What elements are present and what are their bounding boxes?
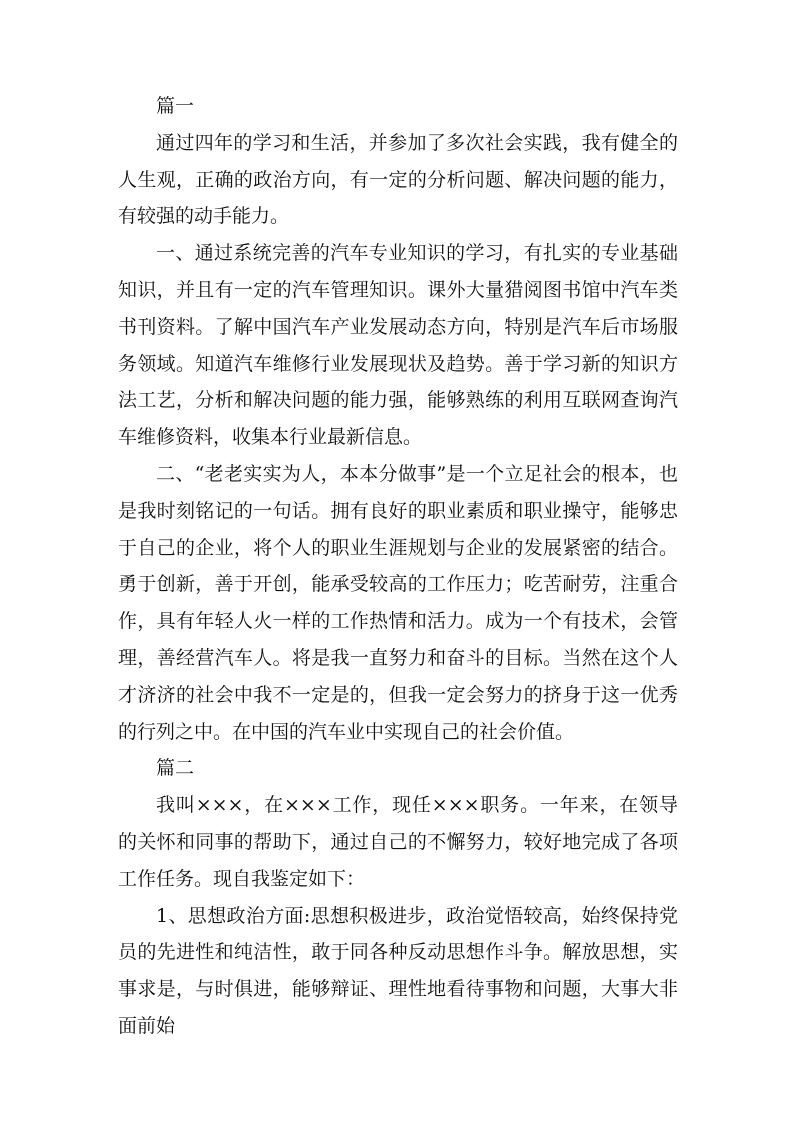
paragraph-1-2: 一、通过系统完善的汽车专业知识的学习，有扎实的专业基础知识，并且有一定的汽车管理知识。课外大量猎阅图书馆中汽车类书刊资料。了解中国汽车产业发展动态方向，特别是汽车后市场服务领域。知道汽车维修行业发展现状及趋势。善于学习新的知识方法工艺，分析和解决问题的能力强，能够熟练的利用互联网查询汽车维修资料，收集本行业最新信息。: [118, 242, 678, 449]
paragraph-1-1: 通过四年的学习和生活，并参加了多次社会实践，我有健全的人生观，正确的政治方向，有一定的分析问题、解决问题的能力，有较强的动手能力。: [118, 131, 678, 228]
section-heading-2: 篇二: [156, 757, 195, 780]
paragraph-2-2: 1、思想政治方面:思想积极进步，政治觉悟较高，始终保持党员的先进性和纯洁性，敢于同各种反动思想作斗争。解放思想，实事求是，与时俱进，能够辩证、理性地看待事物和问题，大事大非面前始: [118, 904, 678, 1037]
document-page: [118, 88, 678, 1045]
section-heading-1: 篇一: [156, 95, 195, 117]
paragraph-2-1: 我叫×××，在×××工作，现任×××职务。一年来，在领导的关怀和同事的帮助下，通过自己的不懈努力，较好地完成了各项工作任务。现自我鉴定如下：: [118, 794, 678, 890]
paragraph-1-3: 二、“老老实实为人，本本分做事”是一个立足社会的根本，也是我时刻铭记的一句话。拥有良好的职业素质和职业操守，能够忠于自己的企业，将个人的职业生涯规划与企业的发展紧密的结合。勇于创新，善于开创，能承受较高的工作压力；吃苦耐劳，注重合作，具有年轻人火一样的工作热情和活力。成为一个有技术，会管理，善经营汽车人。将是我一直努力和奋斗的目标。当然在这个人才济济的社会中我不一定是的，但我一定会努力的挤身于这一优秀的行列之中。在中国的汽车业中实现自己的社会价值。: [118, 462, 678, 743]
